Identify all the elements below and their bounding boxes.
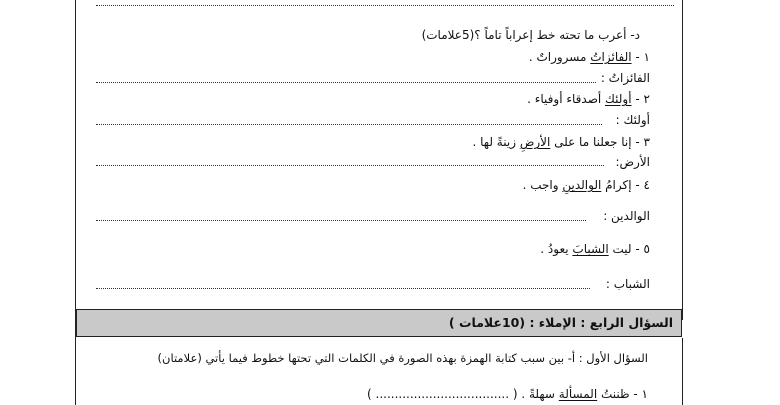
question-item-3 (473, 134, 650, 150)
answer-line-5 (96, 288, 590, 289)
answer-label-3: الأرض: (615, 155, 650, 169)
answer-label-1: الفائزاتُ : (600, 71, 650, 85)
section-4-item-1 (367, 386, 648, 402)
answer-line-3 (96, 165, 604, 166)
underlined-word: الشبابَ (572, 242, 609, 256)
answer-label-2: أولئك : (615, 113, 650, 127)
answer-parentheses: ( ................................... ) (367, 387, 518, 401)
item-rest: أصدقاء أوفياء . (527, 92, 606, 106)
answer-label-5: الشباب : (605, 277, 650, 291)
item-number: ٢ - (635, 92, 650, 106)
item-before: ظننتُ (597, 387, 630, 401)
underlined-word: الفائزاتُ (590, 50, 632, 64)
underlined-word: المسألة (558, 387, 598, 401)
answer-line-top (96, 5, 674, 6)
item-number: ١ - (635, 50, 650, 64)
page-border-right (682, 0, 683, 320)
answer-line-4 (96, 220, 586, 221)
underlined-word: الوالدينِ (562, 178, 602, 192)
item-before: إكرامُ (601, 178, 632, 192)
item-rest: واجب . (522, 178, 563, 192)
item-before: إنا جعلنا ما على (550, 135, 632, 149)
answer-line-2 (96, 124, 602, 125)
item-number: ٤ - (635, 178, 650, 192)
section-4-q1-label: السؤال الأول : أ- بين سبب كتابة الهمزة بهذه الصورة في الكلمات التي تحتها خطوط فيما يأتي (علامتان) (157, 351, 648, 365)
item-rest: يعودُ . (540, 242, 573, 256)
question-item-4 (523, 177, 650, 193)
underlined-word: أولئك (605, 92, 632, 106)
section-d-heading: د- أعرب ما تحته خط إعراباً تاماً ؟(5علامات) (421, 28, 640, 42)
item-rest: زينةً لها . (472, 135, 520, 149)
page-border-left (75, 0, 76, 405)
answer-label-4: الوالدين : (603, 209, 650, 223)
item-number: ١ - (633, 387, 648, 401)
section-4-title: السؤال الرابع : الإملاء : (10علامات ) (448, 315, 673, 330)
underlined-word: الأرضِ (519, 135, 551, 149)
item-rest: سهلةً . (521, 387, 559, 401)
question-item-1 (529, 49, 650, 65)
section-4-header (76, 309, 682, 337)
item-number: ٣ - (635, 135, 650, 149)
item-before: ليت (608, 242, 632, 256)
question-item-2 (527, 91, 650, 107)
page-border-right-lower (682, 338, 683, 405)
answer-line-1 (96, 82, 596, 83)
item-number: ٥ - (635, 242, 650, 256)
item-rest: مسروراتٌ . (528, 50, 591, 64)
question-item-5 (540, 241, 650, 257)
